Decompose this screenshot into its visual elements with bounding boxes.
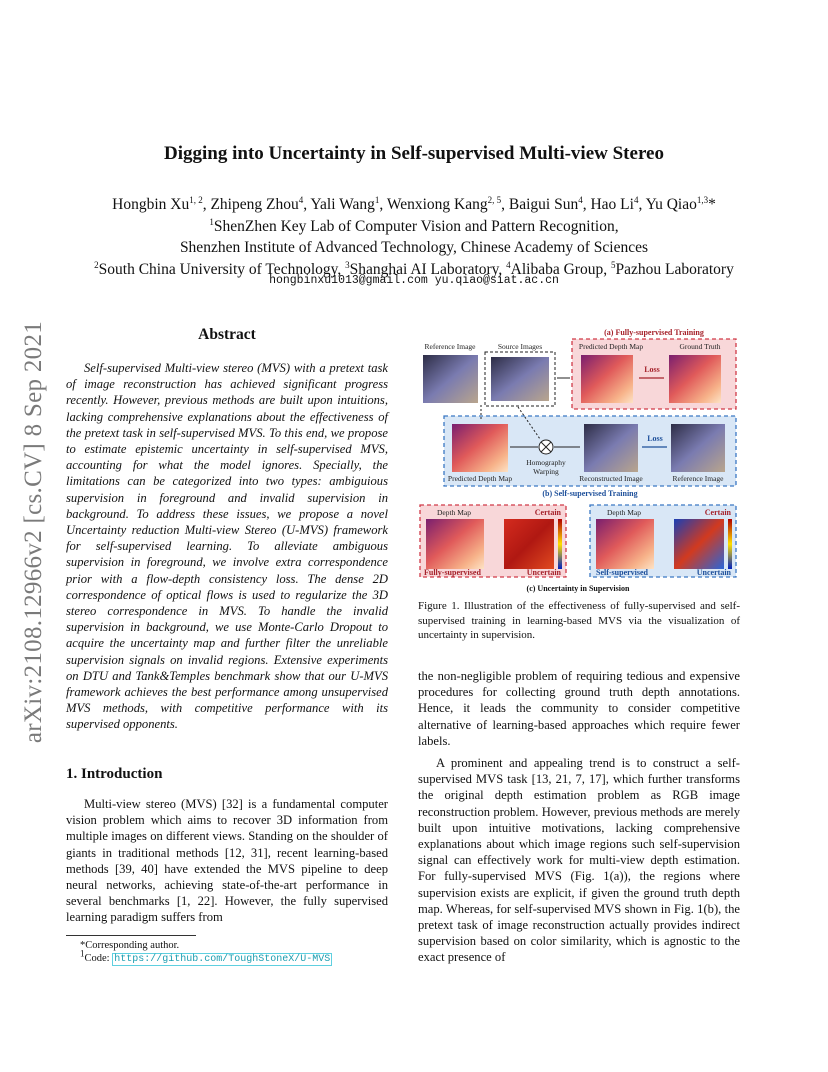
author-block (0, 194, 828, 280)
ground-truth-map (669, 355, 721, 403)
intro-body (66, 796, 388, 926)
label-homography: Homography (526, 458, 566, 467)
label-reference-image-b: Reference Image (672, 474, 724, 483)
loss-label-b: Loss (647, 434, 663, 443)
label-certain-c1: Certain (534, 508, 561, 517)
colorbar-c1 (558, 519, 562, 569)
uncertainty-map-c1 (504, 519, 554, 569)
label-certain-c2: Certain (704, 508, 731, 517)
label-predicted-depth-a: Predicted Depth Map (578, 342, 644, 351)
footnote-corresponding: *Corresponding author. (80, 940, 180, 951)
panel-c-title: (c) Uncertainty in Supervision (526, 584, 630, 593)
label-predicted-depth-b: Predicted Depth Map (447, 474, 513, 483)
footnote-rule (66, 935, 196, 936)
label-depth-map-c1: Depth Map (437, 508, 471, 517)
affiliation-line-3: $^2$South China University of Technology, $^3$Shanghai AI Laboratory, $^4$Alibaba Group, $^5$Pazhou Laboratory (94, 259, 734, 278)
panel-a-title: (a) Fully-supervised Training (604, 328, 704, 337)
paper-title: Digging into Uncertainty in Self-supervised Multi-view Stereo (164, 143, 664, 164)
depth-map-c2 (596, 519, 654, 569)
right-paragraph-2: A prominent and appealing trend is to construct a self-supervised MVS task [13, 21, 7, 17], which further transforms the original depth estimation problem as RGB image reconstruction problem. However, previous methods are merely built upon intuitive motivations, lacking comprehensive explanations about which image regions such self-supervision signal can effectively work for multi-view depth estimation. For fully-supervised MVS (Fig. 1(a)), the regions where supervision exists are explicit, if given the ground truth depth map. Whereas, for self-supervised MVS shown in Fig. 1(b), the pretext task of image reconstruction actually provides indirect supervision based on color similarity, which is agnostic to the exact presence of (418, 756, 740, 965)
depth-map-b (452, 424, 508, 472)
arxiv-id-text: arXiv:2108.12966v2 [cs.CV] 8 Sep 2021 (20, 320, 47, 744)
label-warping: Warping (533, 467, 559, 476)
label-fully-supervised: Fully-supervised (424, 568, 481, 577)
affiliation-line-2: Shenzhen Institute of Advanced Technology, Chinese Academy of Sciences (179, 239, 649, 256)
colorbar-c2 (728, 519, 732, 569)
footnotes (80, 939, 332, 966)
label-reconstructed-image: Reconstructed Image (579, 474, 643, 483)
arxiv-identifier (12, 297, 56, 767)
figure-1-caption: Figure 1. Illustration of the effectiveness of fully-supervised and self-supervised training in learning-based MVS via the visualization of uncertainty in supervision. (418, 600, 740, 641)
right-paragraph-1: the non-negligible problem of requiring tedious and expensive procedures for collecting ground truth depth annotations. Hence, it leads the community to consider competitive alternative of learning-based approaches which require fewer labels. (418, 669, 740, 748)
intro-paragraph-1: Multi-view stereo (MVS) [32] is a fundamental computer vision problem which aims to recover 3D information from multiple images on different views. Standing on the shoulder of giants in traditional methods [12, 31], recent learning-based methods [39, 40] have extended the MVS pipeline to deep neural networks, achieving state-of-the-art performance in several benchmarks [1, 22]. However, the fully supervised learning paradigm suffers from (66, 797, 388, 925)
label-source-images: Source Images (497, 342, 543, 351)
depth-map-a (581, 355, 633, 403)
right-column-body (418, 668, 740, 966)
affiliation-line-1: $^1$ShenZhen Key Lab of Computer Vision and Pattern Recognition, (209, 216, 619, 235)
author-emails: hongbinxu1013@gmail.com yu.qiao@siat.ac.cn (269, 274, 559, 287)
footnote-code: $^1$Code: https://github.com/ToughStoneX/U-MVS (80, 948, 331, 965)
abstract-heading: Abstract (198, 326, 256, 343)
abstract-paragraph: Self-supervised Multi-view stereo (MVS) with a pretext task of image reconstruction has achieved significant progress recently. However, previous methods are built upon intuitions, lacking comprehensive explanations about the effectiveness of the pretext task in self-supervised MVS. To this end, we propose to estimate epistemic uncertainty in self-supervised MVS, accounting for what the model ignores. Specially, the limitations can be categorized into two types: ambiguious supervision in foreground and invalid supervision in background. To address these issues, we propose a novel Uncertainty reduction Multi-view Stereo (U-MVS) framework for self-supervised learning. To alleviate ambiguous supervision in foreground, we involve extra correspondence prior with a flow-depth consistency loss. The dense 2D correspondence of optical flows is used to regularize the 3D stereo correspondence in MVS. To handle the invalid supervision in background, we use Monte-Carlo Dropout to acquire the uncertainty map and further filter the unreliable supervision signals on invalid regions. Extensive experiments on DTU and Tank&Temples benchmark show that our U-MVS framework achieves the best performance among unsupervised MVS methods, with competitive performance with its supervised opponents. (66, 361, 388, 732)
reference-image-b (671, 424, 725, 472)
loss-label-a: Loss (644, 365, 660, 374)
label-ground-truth: Ground Truth (679, 342, 721, 351)
abstract-body (66, 360, 388, 733)
label-self-supervised: Self-supervised (596, 568, 648, 577)
author-list: Hongbin Xu$^{1, 2}$, Zhipeng Zhou$^4$, Yali Wang$^1$, Wenxiong Kang$^{2, 5}$, Baigui Sun$^4$, Hao Li$^4$, Yu Qiao$^{1,3}$* (112, 194, 716, 213)
label-uncertain-c1: Uncertain (526, 568, 561, 577)
figure-1 (418, 325, 740, 597)
section-heading-introduction: 1. Introduction (66, 766, 163, 782)
label-uncertain-c2: Uncertain (696, 568, 731, 577)
reference-image (423, 355, 478, 403)
reconstructed-image (584, 424, 638, 472)
code-link[interactable]: https://github.com/ToughStoneX/U-MVS (114, 954, 331, 965)
panel-b-title: (b) Self-supervised Training (542, 489, 638, 498)
depth-map-c1 (426, 519, 484, 569)
source-image (491, 357, 549, 401)
label-reference-image: Reference Image (424, 342, 476, 351)
label-depth-map-c2: Depth Map (607, 508, 641, 517)
uncertainty-map-c2 (674, 519, 724, 569)
